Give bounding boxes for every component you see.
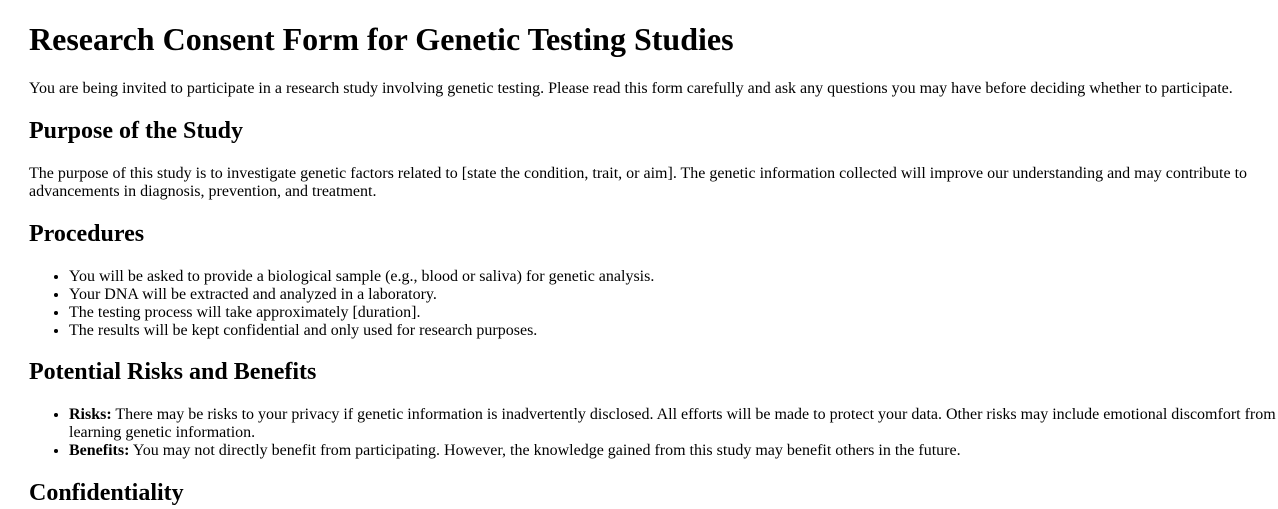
benefits-label: Benefits: [69,442,130,460]
list-item: • The results will be kept confidential and only used for research purposes. [69,322,1278,340]
intro-paragraph: You are being invited to participate in a research study involving genetic testing. Please read this form carefully and ask any questions you may have before deciding whether to participate. [29,79,1233,97]
list-item: • Your DNA will be extracted and analyzed in a laboratory. [69,286,1278,304]
procedures-list [29,268,1278,340]
page-title: Research Consent Form for Genetic Testing Studies [29,21,734,58]
risks-text: There may be risks to your privacy if genetic information is inadvertently disclosed. All efforts will be made to protect your data. Other risks may include emotional discomfort from learning genetic information. [69,406,1276,442]
section-heading-risks-benefits: Potential Risks and Benefits [29,359,317,386]
section-heading-procedures: Procedures [29,220,145,247]
risks-label: Risks: [69,406,112,424]
list-item: • The testing process will take approximately [duration]. [69,304,1278,322]
risks-benefits-list [29,406,1278,460]
list-item: • You will be asked to provide a biological sample (e.g., blood or saliva) for genetic analysis. [69,268,1278,286]
list-item [69,442,1278,460]
section-heading-purpose: Purpose of the Study [29,117,244,144]
benefits-text: You may not directly benefit from participating. However, the knowledge gained from this study may benefit others in the future. [129,442,961,460]
purpose-paragraph: The purpose of this study is to investigate genetic factors related to [state the condition, trait, or aim]. The genetic information collected will improve our understanding and may contribute to advancements in diagnosis, prevention, and treatment. [29,164,1248,200]
list-item [69,406,1278,442]
section-heading-confidentiality: Confidentiality [29,480,184,507]
consent-form-document [29,21,1278,507]
